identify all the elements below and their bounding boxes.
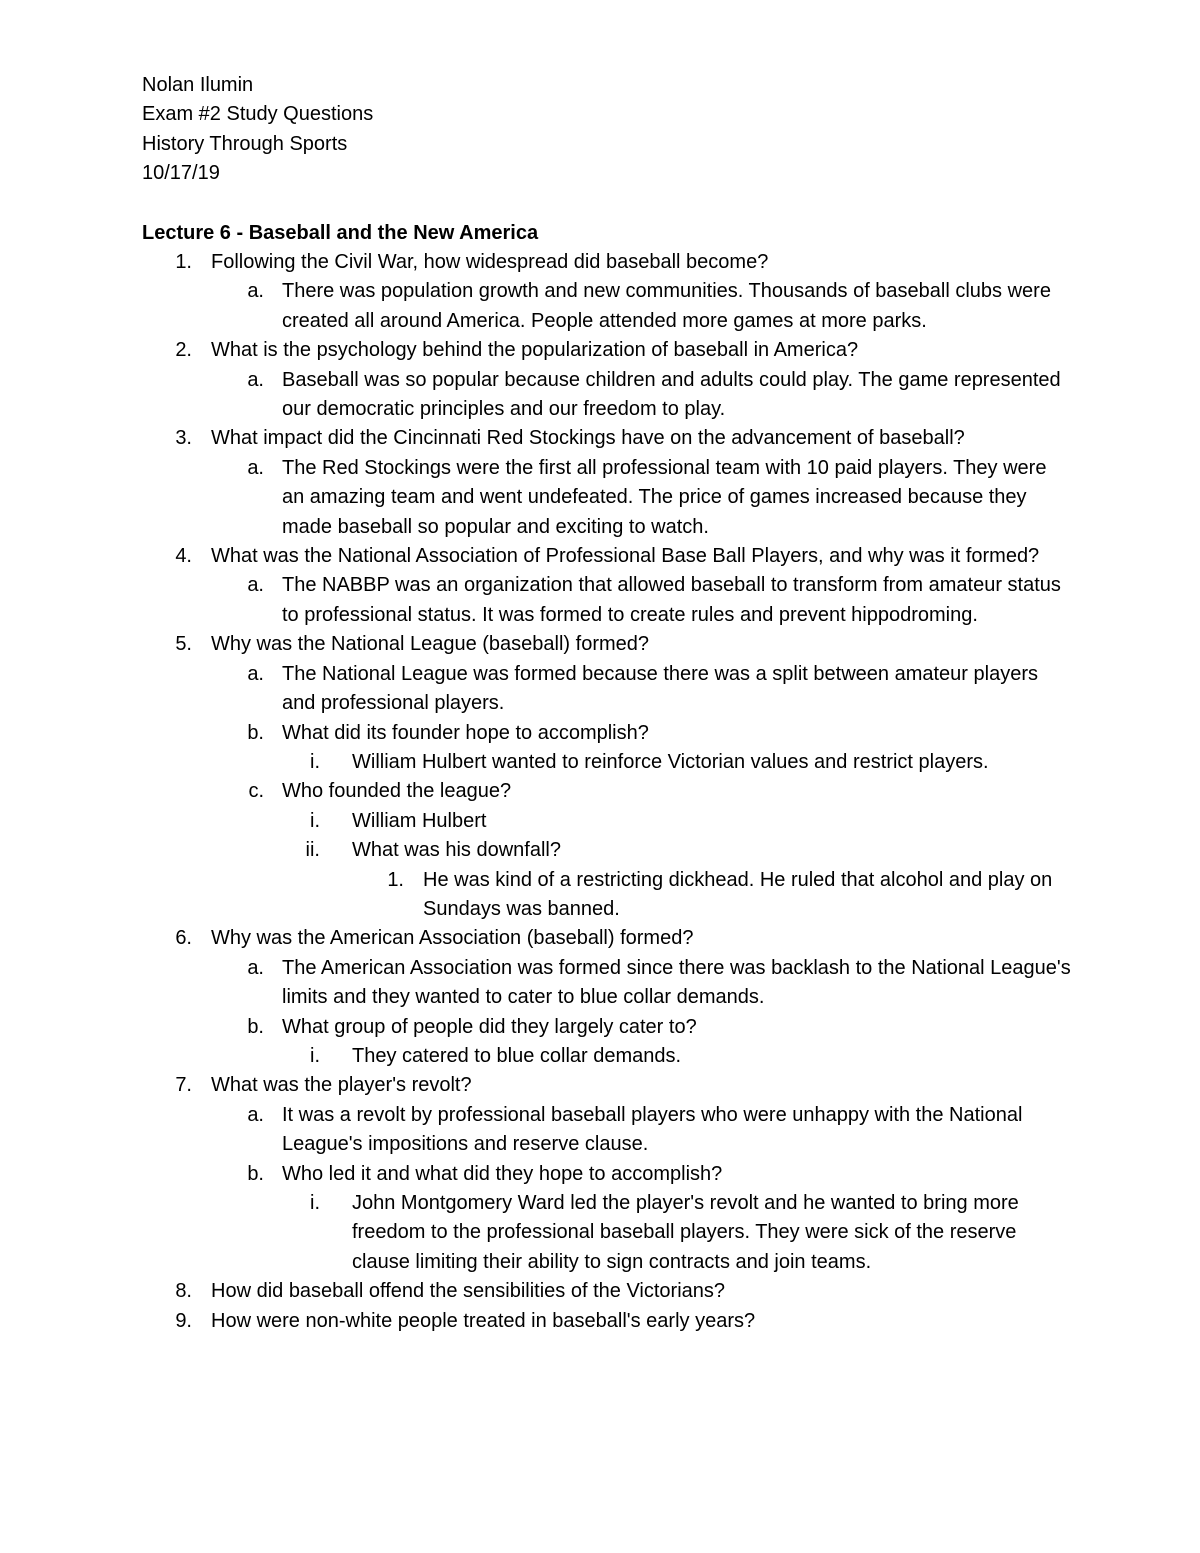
question-item — [0, 1071, 1200, 1100]
list-item-text: Why was the National League (baseball) formed? — [211, 633, 650, 656]
list-marker: 5. — [175, 633, 192, 656]
question-item — [0, 924, 1200, 953]
question-item — [0, 542, 1200, 571]
list-item-text: He was kind of a restricting dickhead. He ruled that alcohol and play on Sundays was banned. — [423, 868, 1053, 920]
list-item-text: The Red Stockings were the first all professional team with 10 paid players. They were an amazing team and went undefeated. The price of games increased because they made baseball so popular and exciting to watch. — [282, 456, 1047, 538]
list-marker: 1. — [387, 868, 404, 891]
list-marker: b. — [247, 1162, 264, 1185]
list-marker: 6. — [175, 927, 192, 950]
answer-item — [0, 1013, 1200, 1042]
question-item — [0, 336, 1200, 365]
answer-item — [0, 1160, 1200, 1189]
answer-item — [0, 454, 1200, 542]
sub-answer-item — [0, 1042, 1200, 1071]
assignment-title: Exam #2 Study Questions — [142, 103, 374, 125]
sub-answer-item — [0, 748, 1200, 777]
question-item — [0, 1307, 1200, 1336]
answer-item — [0, 571, 1200, 630]
answer-item — [0, 719, 1200, 748]
list-item-text: Who led it and what did they hope to accomplish? — [282, 1162, 723, 1185]
list-marker: a. — [247, 574, 264, 597]
list-item-text: What was the player's revolt? — [211, 1074, 472, 1097]
list-item-text: How did baseball offend the sensibilities of the Victorians? — [211, 1280, 726, 1303]
list-marker: ii. — [305, 839, 320, 862]
answer-item — [0, 366, 1200, 425]
list-marker: 3. — [175, 427, 192, 450]
list-marker: 9. — [175, 1309, 192, 1332]
list-item-text: What was his downfall? — [352, 839, 561, 862]
question-item — [0, 630, 1200, 659]
document-date: 10/17/19 — [142, 162, 220, 184]
list-item-text: Why was the American Association (baseball) formed? — [211, 927, 694, 950]
answer-item — [0, 777, 1200, 806]
list-item-text: What is the psychology behind the popularization of baseball in America? — [211, 339, 859, 362]
question-item — [0, 248, 1200, 277]
list-marker: b. — [247, 721, 264, 744]
list-marker: c. — [248, 780, 264, 803]
list-item-text: Following the Civil War, how widespread did baseball become? — [211, 251, 769, 273]
list-marker: i. — [310, 750, 320, 773]
list-marker: b. — [247, 1015, 264, 1038]
sub-answer-item — [0, 807, 1200, 836]
answer-item — [0, 1101, 1200, 1160]
list-item-text: The National League was formed because there was a split between amateur players and professional players. — [282, 662, 1038, 715]
list-marker: a. — [247, 662, 264, 685]
sub-answer-item — [0, 836, 1200, 865]
course-name: History Through Sports — [142, 133, 348, 155]
answer-item — [0, 954, 1200, 1013]
list-marker: 8. — [175, 1280, 192, 1303]
list-marker: a. — [247, 280, 264, 303]
list-item-text: It was a revolt by professional baseball players who were unhappy with the National League's impositions and reserve clause. — [282, 1103, 1023, 1156]
list-item-text: There was population growth and new communities. Thousands of baseball clubs were created all around America. People attended more games at more parks. — [282, 280, 1051, 332]
question-item — [0, 1277, 1200, 1306]
list-marker: a. — [247, 456, 264, 479]
answer-item — [0, 660, 1200, 719]
list-item-text: Who founded the league? — [282, 780, 512, 803]
list-item-text: John Montgomery Ward led the player's revolt and he wanted to bring more freedom to the professional baseball players. They were sick of the reserve clause limiting their ability to sign contracts and join teams. — [352, 1192, 1019, 1273]
question-item — [0, 424, 1200, 453]
list-item-text: What impact did the Cincinnati Red Stockings have on the advancement of baseball? — [211, 427, 965, 450]
list-item-text: What did its founder hope to accomplish? — [282, 721, 649, 744]
sub-answer-item — [0, 1189, 1200, 1277]
list-marker: 2. — [175, 339, 192, 362]
list-marker: a. — [247, 956, 264, 979]
list-marker: 7. — [175, 1074, 192, 1097]
list-marker: i. — [310, 1044, 320, 1067]
list-marker: 4. — [175, 545, 192, 568]
list-item-text: What was the National Association of Professional Base Ball Players, and why was it formed? — [211, 545, 1040, 568]
list-item-text: The American Association was formed since there was backlash to the National League's limits and they wanted to cater to blue collar demands. — [282, 956, 1071, 1009]
student-name: Nolan Ilumin — [142, 74, 254, 96]
list-item-text: William Hulbert wanted to reinforce Victorian values and restrict players. — [352, 750, 989, 773]
sub-sub-answer-item — [0, 866, 1200, 925]
answer-item — [0, 277, 1200, 336]
list-marker: i. — [310, 1192, 320, 1214]
list-marker: 1. — [175, 251, 192, 273]
list-item-text: They catered to blue collar demands. — [352, 1044, 682, 1067]
list-marker: a. — [247, 368, 264, 391]
lecture-heading: Lecture 6 - Baseball and the New America — [142, 222, 539, 244]
list-item-text: The NABBP was an organization that allowed baseball to transform from amateur status to professional status. It was formed to create rules and prevent hippodroming. — [282, 574, 1061, 626]
list-item-text: What group of people did they largely cater to? — [282, 1015, 697, 1038]
list-item-text: How were non-white people treated in baseball's early years? — [211, 1309, 756, 1332]
list-marker: a. — [247, 1103, 264, 1126]
study-question-list — [0, 248, 1200, 1336]
list-item-text: William Hulbert — [352, 809, 487, 832]
list-item-text: Baseball was so popular because children and adults could play. The game represented our democratic principles and our freedom to play. — [282, 368, 1061, 421]
list-marker: i. — [310, 809, 320, 832]
